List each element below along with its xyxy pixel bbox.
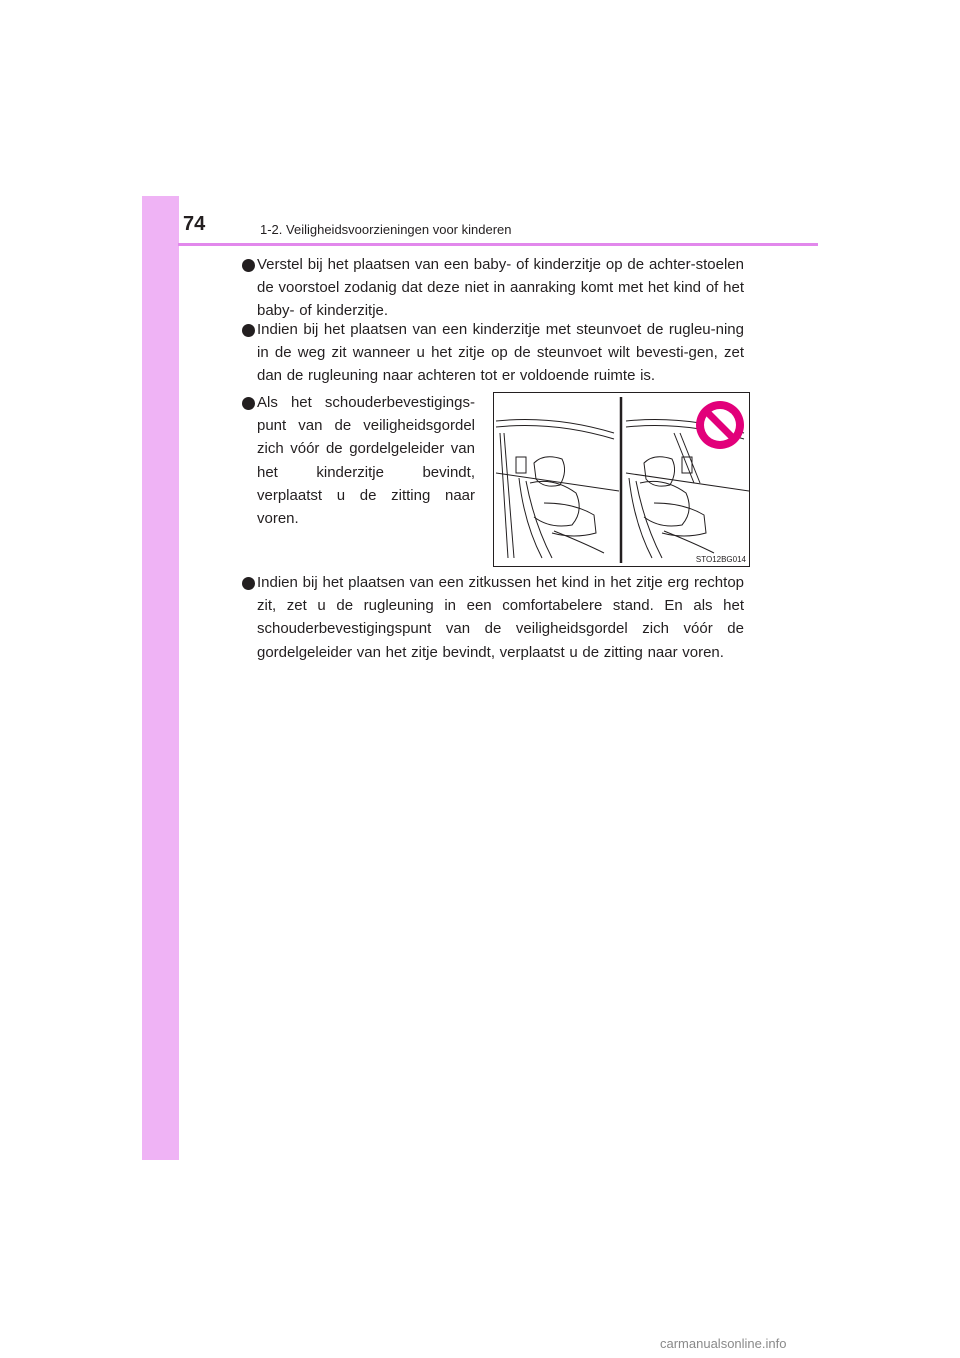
bullet-item [242,253,744,323]
bullet-text: Verstel bij het plaatsen van een baby- of kinderzitje op de achter-stoelen de voorstoel zodanig dat deze niet in aanraking komt met het kind of het baby- of kinderzitje. [257,256,744,320]
page-number: 74 [183,213,206,235]
bullet-item [242,318,744,388]
section-title: 1-2. Veiligheidsvoorzieningen voor kinderen [260,222,512,237]
bullet-dot-icon [242,397,255,410]
bullet-text: Indien bij het plaatsen van een zitkussen het kind in het zitje erg rechtop zit, zet u de rugleuning in een comfortabelere stand. En als het schouderbevestigingspunt van de veiligheidsgordel zich vóór de gordelgeleider van het zitje bevindt, verplaatst u de zitting naar voren. [257,574,744,661]
chapter-side-band [142,196,179,1160]
figure-code: STO12BG014 [695,555,746,564]
bullet-item [242,391,475,530]
bullet-text: Indien bij het plaatsen van een kinderzitje met steunvoet de rugleu-ning in de weg zit wanneer u het zitje op de steunvoet wilt bevesti-gen, zet dan de rugleuning naar achteren tot er voldoende ruimte is. [257,321,744,385]
bullet-text: Als het schouderbevestigings-punt van de veiligheidsgordel zich vóór de gordelgeleider van het kinderzitje bevindt, verplaatst u de zitting naar voren. [257,394,475,528]
prohibited-icon [696,401,744,449]
bullet-dot-icon [242,324,255,337]
child-seat-illustration [493,392,750,567]
car-seat-drawing [494,393,749,566]
bullet-dot-icon [242,577,255,590]
bullet-dot-icon [242,259,255,272]
bullet-item [242,571,744,664]
header-rule [178,243,818,246]
footer-watermark: carmanualsonline.info [660,1336,787,1351]
